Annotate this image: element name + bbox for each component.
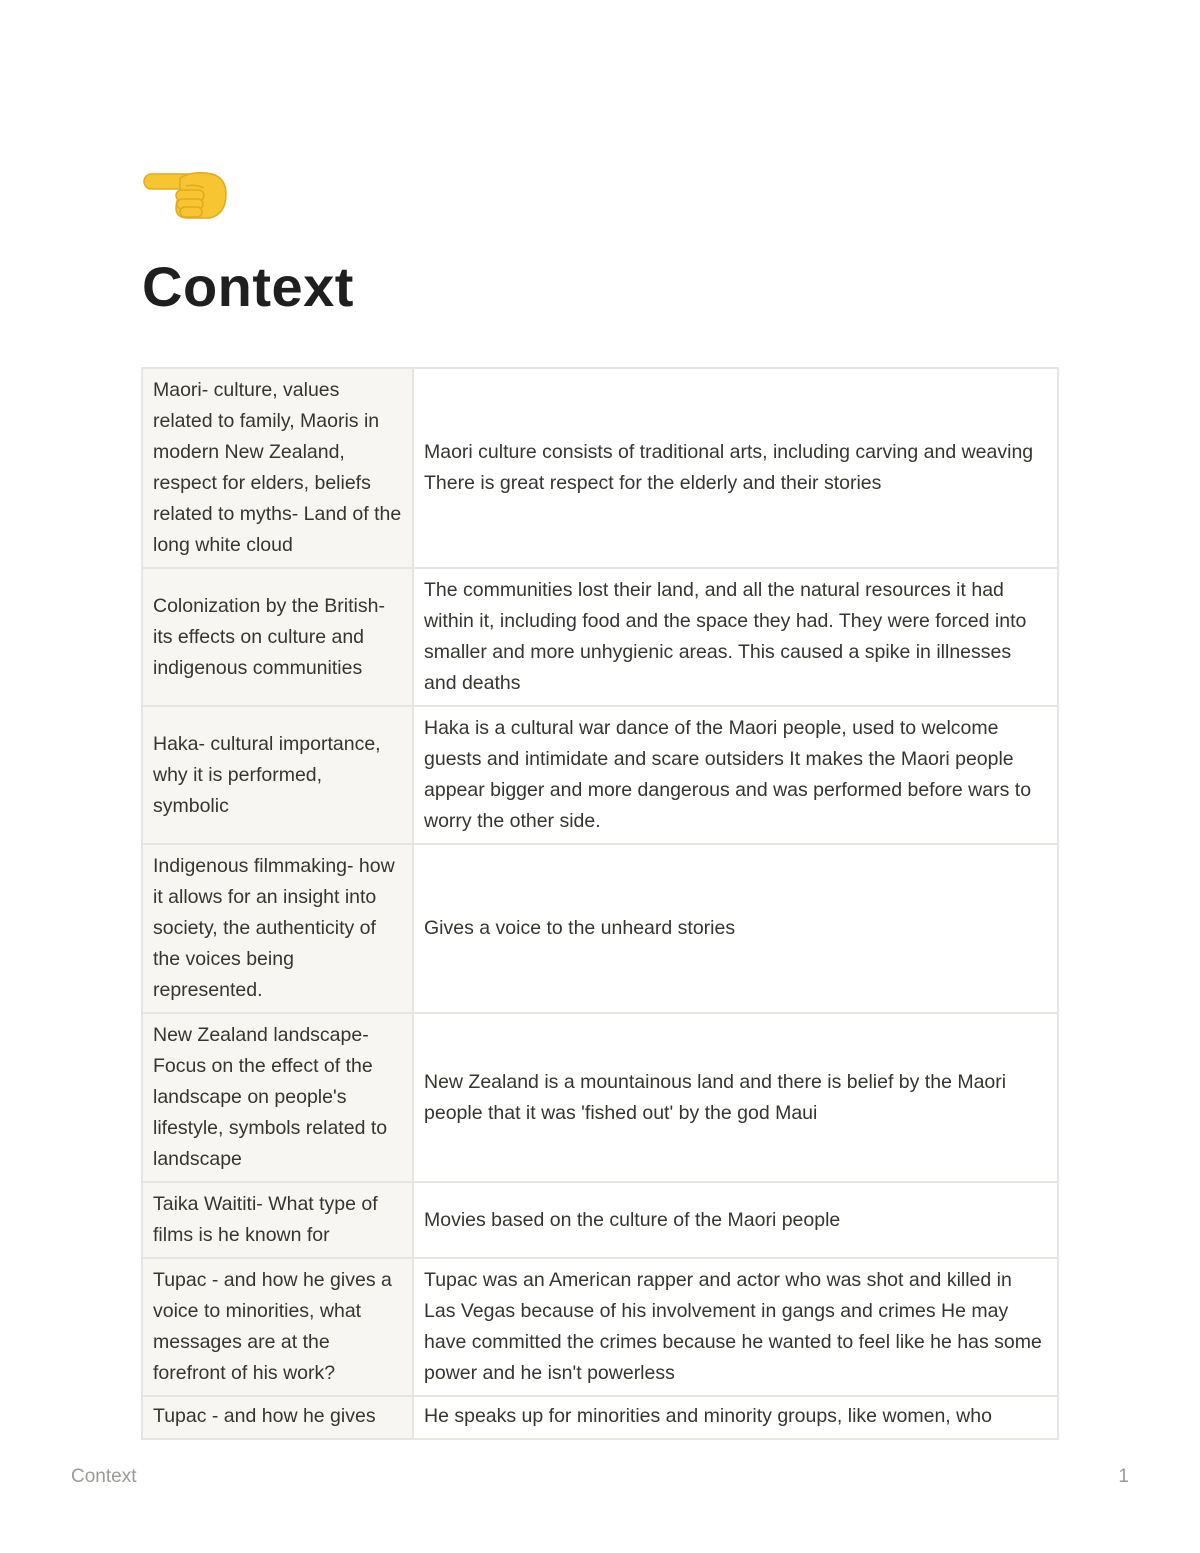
context-table-wrapper bbox=[141, 367, 1059, 1427]
topic-cell[interactable]: Taika Waititi- What type of films is he known for bbox=[142, 1182, 413, 1258]
notes-cell[interactable]: He speaks up for minorities and minority groups, like women, who bbox=[413, 1396, 1058, 1439]
footer-page-title: Context bbox=[71, 1466, 137, 1487]
table-row bbox=[142, 844, 1058, 1013]
table-row bbox=[142, 1396, 1058, 1439]
notes-cell[interactable]: Tupac was an American rapper and actor who was shot and killed in Las Vegas because of his involvement in gangs and crimes He may have committed the crimes because he wanted to feel like he has some power and he isn't powerless bbox=[413, 1258, 1058, 1396]
page-title: Context bbox=[142, 255, 354, 318]
context-table bbox=[141, 367, 1059, 1440]
notes-cell[interactable]: Maori culture consists of traditional arts, including carving and weaving There is great respect for the elderly and their stories bbox=[413, 368, 1058, 568]
topic-cell[interactable]: Maori- culture, values related to family, Maoris in modern New Zealand, respect for elders, beliefs related to myths- Land of the long white cloud bbox=[142, 368, 413, 568]
table-row bbox=[142, 1013, 1058, 1182]
table-row bbox=[142, 568, 1058, 706]
notes-cell[interactable]: New Zealand is a mountainous land and there is belief by the Maori people that it was 'fished out' by the god Maui bbox=[413, 1013, 1058, 1182]
topic-cell[interactable]: Tupac - and how he gives a voice to minorities, what messages are at the forefront of his work? bbox=[142, 1258, 413, 1396]
table-row bbox=[142, 1258, 1058, 1396]
topic-cell[interactable]: Tupac - and how he gives bbox=[142, 1396, 413, 1439]
notes-cell[interactable]: The communities lost their land, and all the natural resources it had within it, including food and the space they had. They were forced into smaller and more unhygienic areas. This caused a spike in illnesses and deaths bbox=[413, 568, 1058, 706]
topic-cell[interactable]: Colonization by the British- its effects on culture and indigenous communities bbox=[142, 568, 413, 706]
footer-page-number: 1 bbox=[1118, 1466, 1129, 1487]
notes-cell[interactable]: Gives a voice to the unheard stories bbox=[413, 844, 1058, 1013]
table-row bbox=[142, 706, 1058, 844]
topic-cell[interactable]: New Zealand landscape- Focus on the effect of the landscape on people's lifestyle, symbols related to landscape bbox=[142, 1013, 413, 1182]
table-row bbox=[142, 368, 1058, 568]
notes-cell[interactable]: Haka is a cultural war dance of the Maori people, used to welcome guests and intimidate and scare outsiders It makes the Maori people appear bigger and more dangerous and was performed before wars to worry the other side. bbox=[413, 706, 1058, 844]
topic-cell[interactable]: Indigenous filmmaking- how it allows for an insight into society, the authenticity of the voices being represented. bbox=[142, 844, 413, 1013]
topic-cell[interactable]: Haka- cultural importance, why it is performed, symbolic bbox=[142, 706, 413, 844]
pointing-right-hand-icon bbox=[142, 160, 232, 230]
table-row bbox=[142, 1182, 1058, 1258]
notes-cell[interactable]: Movies based on the culture of the Maori people bbox=[413, 1182, 1058, 1258]
